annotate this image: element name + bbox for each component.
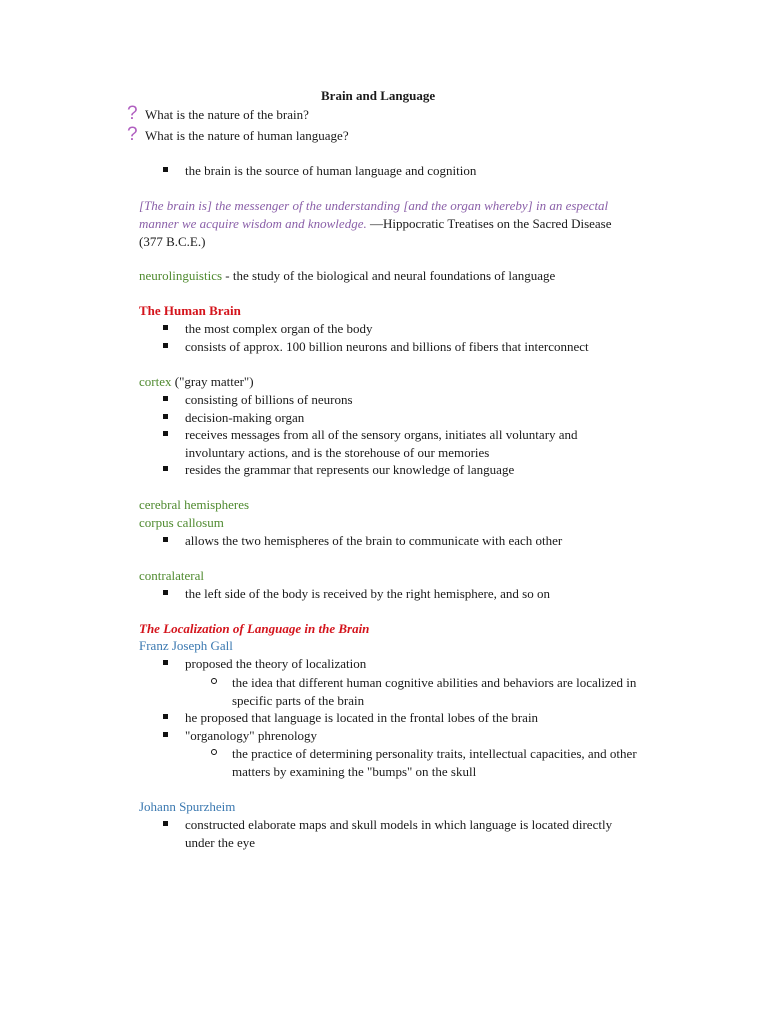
cortex-bullet-3-line1: receives messages from all of the sensory organs, initiates all voluntary and: [185, 427, 578, 442]
cortex-gloss: ("gray matter"): [171, 374, 254, 389]
cortex-bullet-2: decision-making organ: [185, 410, 305, 425]
neurolinguistics-term: neurolinguistics: [139, 268, 223, 283]
cortex-bullet-1: consisting of billions of neurons: [185, 392, 353, 407]
section-heading-human-brain: The Human Brain: [139, 303, 241, 318]
intro-bullet-text: the brain is the source of human language and cognition: [185, 163, 477, 178]
cortex-term: cortex: [139, 374, 172, 389]
bullet-circle-icon: [211, 749, 217, 755]
bullet-square-icon: [163, 396, 168, 401]
gall-subbullet-2-line1: the practice of determining personality traits, intellectual capacities, and other: [232, 746, 637, 761]
gall-subbullet-1-line2: specific parts of the brain: [232, 693, 365, 708]
bullet-square-icon: [163, 714, 168, 719]
cerebral-hemispheres-term: cerebral hemispheres: [139, 497, 250, 512]
bullet-square-icon: [163, 537, 168, 542]
gall-bullet-1: proposed the theory of localization: [185, 656, 367, 671]
bullet-square-icon: [163, 325, 168, 330]
person-name-spurzheim: Johann Spurzheim: [139, 799, 236, 814]
corpus-callosum-term: corpus callosum: [139, 515, 224, 530]
corpus-callosum-bullet: allows the two hemispheres of the brain to communicate with each other: [185, 533, 563, 548]
bullet-square-icon: [163, 590, 168, 595]
bullet-square-icon: [163, 414, 168, 419]
question-mark-icon: ?: [127, 103, 138, 124]
bullet-circle-icon: [211, 678, 217, 684]
spurzheim-bullet-line2: under the eye: [185, 835, 256, 850]
bullet-square-icon: [163, 167, 168, 172]
bullet-square-icon: [163, 821, 168, 826]
quote-source: —Hippocratic Treatises on the Sacred Disease: [369, 216, 612, 231]
quote-text-line2: manner we acquire wisdom and knowledge.: [139, 216, 367, 231]
quote-line2: [139, 215, 612, 232]
gall-bullet-2: he proposed that language is located in the frontal lobes of the brain: [185, 710, 539, 725]
quote-text-line1: [The brain is] the messenger of the understanding [and the organ whereby] in an espectal: [139, 198, 609, 213]
document-title: Brain and Language: [321, 88, 436, 103]
neurolinguistics-text: - the study of the biological and neural foundations of language: [222, 268, 556, 283]
bullet-square-icon: [163, 732, 168, 737]
human-brain-bullet-2: consists of approx. 100 billion neurons and billions of fibers that interconnect: [185, 339, 589, 354]
cortex-term-line: [139, 373, 254, 390]
cortex-bullet-3-line2: involuntary actions, and is the storehouse of our memories: [185, 445, 490, 460]
bullet-square-icon: [163, 343, 168, 348]
contralateral-bullet: the left side of the body is received by the right hemisphere, and so on: [185, 586, 550, 601]
question-mark-icon: ?: [127, 124, 138, 145]
neurolinguistics-definition: [139, 267, 555, 284]
question-1: What is the nature of the brain?: [145, 107, 309, 122]
quote-date: (377 B.C.E.): [139, 234, 206, 249]
person-name-gall: Franz Joseph Gall: [139, 638, 233, 653]
bullet-square-icon: [163, 431, 168, 436]
question-2: What is the nature of human language?: [145, 128, 349, 143]
human-brain-bullet-1: the most complex organ of the body: [185, 321, 373, 336]
bullet-square-icon: [163, 660, 168, 665]
cortex-bullet-4: resides the grammar that represents our knowledge of language: [185, 462, 515, 477]
section-heading-localization: The Localization of Language in the Brain: [139, 621, 370, 636]
bullet-square-icon: [163, 466, 168, 471]
gall-subbullet-1-line1: the idea that different human cognitive abilities and behaviors are localized in: [232, 675, 637, 690]
spurzheim-bullet-line1: constructed elaborate maps and skull models in which language is located directly: [185, 817, 613, 832]
contralateral-term: contralateral: [139, 568, 204, 583]
gall-subbullet-2-line2: matters by examining the "bumps" on the skull: [232, 764, 477, 779]
gall-bullet-3: "organology" phrenology: [185, 728, 318, 743]
